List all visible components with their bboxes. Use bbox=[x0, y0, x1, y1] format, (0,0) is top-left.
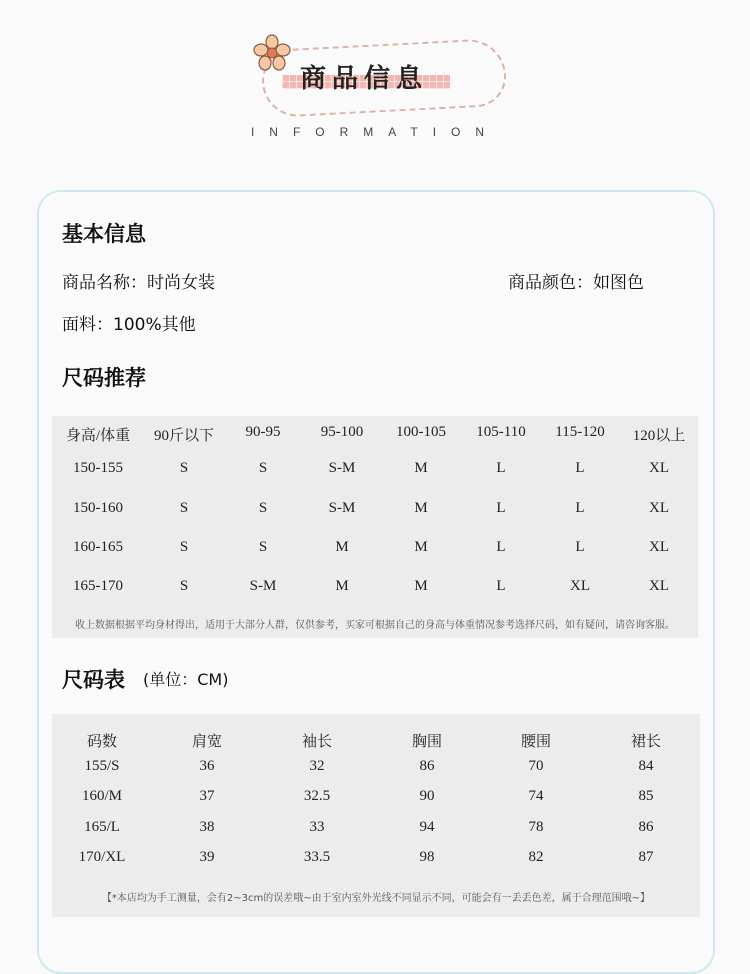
table-header-cell: 肩宽 bbox=[191, 734, 223, 750]
table-cell: M bbox=[335, 578, 349, 594]
table-header-cell: 115-120 bbox=[555, 424, 605, 440]
table-row bbox=[52, 788, 700, 812]
table-cell: S bbox=[258, 500, 268, 516]
size-chart-note: 【*本店均为手工测量，会有2~3cm的误差哦~由于室内室外光线不同显示不同，可能会有一丢丢色差，属于合理范围哦~】 bbox=[101, 893, 651, 904]
table-cell: S-M bbox=[328, 500, 356, 516]
table-row bbox=[52, 849, 700, 873]
table-header-cell: 胸围 bbox=[411, 734, 443, 750]
table-cell: 90 bbox=[419, 788, 435, 804]
table-cell: 98 bbox=[419, 849, 435, 865]
table-cell: L bbox=[575, 500, 585, 516]
table-cell: L bbox=[496, 460, 506, 476]
table-cell: 32 bbox=[309, 758, 325, 774]
header bbox=[0, 0, 750, 160]
table-row bbox=[52, 819, 700, 843]
table-cell: XL bbox=[570, 578, 590, 594]
table-cell: 160/M bbox=[81, 788, 123, 804]
table-cell: S bbox=[179, 539, 189, 555]
flower-icon bbox=[252, 33, 292, 73]
table-cell: 86 bbox=[419, 758, 435, 774]
table-cell: XL bbox=[649, 500, 669, 516]
table-cell: 150-155 bbox=[73, 460, 123, 476]
table-row bbox=[52, 500, 698, 524]
table-cell: L bbox=[496, 539, 506, 555]
table-cell: 87 bbox=[638, 849, 654, 865]
size-chart-unit: (单位：CM) bbox=[143, 670, 229, 689]
table-cell: S-M bbox=[249, 578, 277, 594]
page-subtitle: INFORMATION bbox=[250, 125, 500, 139]
table-header-cell: 100-105 bbox=[396, 424, 446, 440]
table-cell: 84 bbox=[638, 758, 654, 774]
table-cell: XL bbox=[649, 460, 669, 476]
table-cell: 33.5 bbox=[303, 849, 331, 865]
size-recommend-title: 尺码推荐 bbox=[62, 366, 146, 390]
table-header-cell: 95-100 bbox=[320, 424, 364, 440]
size-recommend-note: 收上数据根据平均身材得出，适用于大部分人群，仅供参考，买家可根据自己的身高与体重情况参考选择尺码，如有疑问，请咨询客服。 bbox=[75, 620, 675, 631]
table-cell: 165/L bbox=[84, 819, 120, 835]
table-header-cell: 身高/体重 bbox=[65, 428, 131, 444]
size-recommend-table bbox=[52, 416, 698, 638]
table-header-cell: 90-95 bbox=[245, 424, 281, 440]
table-cell: 32.5 bbox=[303, 788, 331, 804]
table-cell: 39 bbox=[199, 849, 215, 865]
table-cell: S bbox=[179, 578, 189, 594]
table-cell: 78 bbox=[528, 819, 544, 835]
table-header-cell: 105-110 bbox=[476, 424, 526, 440]
basic-info-title: 基本信息 bbox=[62, 222, 146, 246]
table-cell: L bbox=[575, 539, 585, 555]
table-cell: L bbox=[496, 578, 506, 594]
table-header-cell: 120以上 bbox=[632, 428, 686, 444]
table-row bbox=[52, 578, 698, 602]
page-title: 商品信息 bbox=[300, 64, 429, 94]
table-cell: S bbox=[258, 460, 268, 476]
table-cell: 85 bbox=[638, 788, 654, 804]
product-name: 商品名称：时尚女装 bbox=[62, 273, 215, 293]
table-row bbox=[52, 758, 700, 782]
table-cell: 33 bbox=[309, 819, 325, 835]
table-cell: 82 bbox=[528, 849, 544, 865]
table-cell: 94 bbox=[419, 819, 435, 835]
table-cell: M bbox=[414, 500, 428, 516]
table-row bbox=[52, 460, 698, 484]
table-header-cell: 裙长 bbox=[630, 734, 662, 750]
table-cell: M bbox=[414, 578, 428, 594]
table-cell: XL bbox=[649, 578, 669, 594]
table-cell: S bbox=[258, 539, 268, 555]
table-header-cell: 码数 bbox=[86, 734, 118, 750]
table-cell: M bbox=[414, 539, 428, 555]
size-chart-table bbox=[52, 714, 700, 917]
table-cell: L bbox=[575, 460, 585, 476]
size-chart-title: 尺码表 bbox=[62, 668, 125, 692]
table-cell: 170/XL bbox=[78, 849, 126, 865]
table-cell: 37 bbox=[199, 788, 215, 804]
table-cell: 150-160 bbox=[73, 500, 123, 516]
table-header-row bbox=[52, 424, 698, 448]
table-cell: 160-165 bbox=[73, 539, 123, 555]
table-cell: 38 bbox=[199, 819, 215, 835]
table-cell: M bbox=[335, 539, 349, 555]
table-header-cell: 腰围 bbox=[520, 734, 552, 750]
table-cell: 155/S bbox=[84, 758, 120, 774]
table-cell: S bbox=[179, 460, 189, 476]
table-cell: M bbox=[414, 460, 428, 476]
table-cell: 70 bbox=[528, 758, 544, 774]
table-cell: S bbox=[179, 500, 189, 516]
table-cell: 165-170 bbox=[73, 578, 123, 594]
table-header-row bbox=[52, 730, 700, 754]
table-header-cell: 袖长 bbox=[301, 734, 333, 750]
product-color: 商品颜色：如图色 bbox=[508, 273, 644, 293]
table-row bbox=[52, 539, 698, 563]
table-cell: L bbox=[496, 500, 506, 516]
table-cell: 74 bbox=[528, 788, 544, 804]
product-material: 面料：100%其他 bbox=[62, 315, 196, 335]
table-cell: S-M bbox=[328, 460, 356, 476]
table-cell: 86 bbox=[638, 819, 654, 835]
table-header-cell: 90斤以下 bbox=[153, 428, 215, 444]
table-cell: XL bbox=[649, 539, 669, 555]
table-cell: 36 bbox=[199, 758, 215, 774]
